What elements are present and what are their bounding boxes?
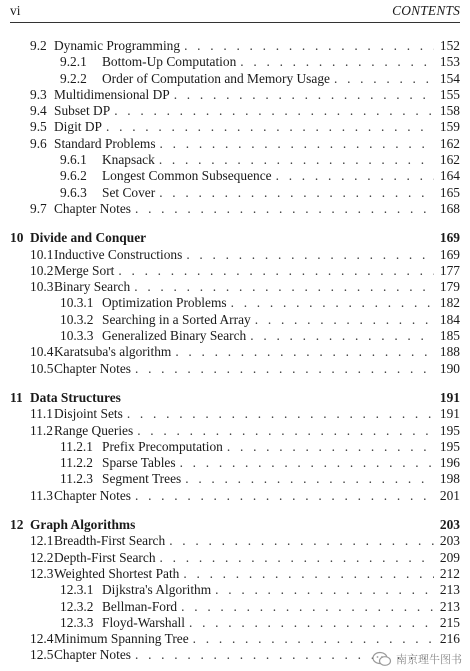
dot-leader <box>255 312 434 328</box>
section-page: 182 <box>439 295 460 311</box>
chapter-title: Graph Algorithms <box>30 517 136 533</box>
section-number: 10.1 <box>30 246 54 262</box>
section-title: Disjoint Sets <box>54 406 123 422</box>
page-header <box>10 3 460 21</box>
toc-section-row[interactable] <box>10 344 460 360</box>
section-number: 11.2.3 <box>60 471 93 487</box>
page-number: vi <box>10 3 21 18</box>
section-title: Chapter Notes <box>54 647 131 663</box>
toc-section-row[interactable] <box>10 263 460 279</box>
section-title: Karatsuba's algorithm <box>54 344 172 360</box>
chapter-title: Divide and Conquer <box>30 230 147 246</box>
section-number: 11.3 <box>30 487 53 503</box>
chapter-number: 11 <box>10 389 23 405</box>
section-number: 12.2 <box>30 549 54 565</box>
section-number: 10.3.1 <box>60 295 94 311</box>
section-page: 165 <box>439 184 460 200</box>
section-number: 9.2 <box>30 38 47 53</box>
section-page: 185 <box>439 328 460 344</box>
chapter-page: 203 <box>439 517 460 533</box>
section-number: 11.1 <box>30 406 53 422</box>
section-page: 159 <box>439 119 460 135</box>
dot-leader <box>160 550 434 566</box>
dot-leader <box>114 103 434 119</box>
section-page: 212 <box>439 565 460 581</box>
section-title: Binary Search <box>54 279 131 295</box>
section-page: 155 <box>439 86 460 102</box>
watermark-text: 南京理牛图书 <box>396 654 462 666</box>
dot-leader <box>135 201 434 217</box>
toc-subsection-row[interactable] <box>10 455 460 471</box>
section-page: 168 <box>439 200 460 216</box>
toc-section-row[interactable] <box>10 87 460 103</box>
section-number: 10.3.3 <box>60 328 94 344</box>
dot-leader <box>160 136 434 152</box>
toc-subsection-row[interactable] <box>10 582 460 598</box>
toc-subsection-row[interactable] <box>10 152 460 168</box>
toc-section-row[interactable] <box>10 361 460 377</box>
chapter-page: 169 <box>439 230 460 246</box>
dot-leader <box>186 247 434 263</box>
section-page: 195 <box>439 422 460 438</box>
section-number: 10.2 <box>30 262 54 278</box>
dot-leader <box>185 471 434 487</box>
section-page: 188 <box>439 344 460 360</box>
section-title: Multidimensional DP <box>54 86 170 102</box>
chapter-title: Data Structures <box>30 389 121 405</box>
dot-leader <box>215 582 434 598</box>
section-page: 177 <box>439 262 460 278</box>
toc-subsection-row[interactable] <box>10 185 460 201</box>
chapter-number: 10 <box>10 230 24 246</box>
section-title: Breadth-First Search <box>54 533 166 549</box>
section-number: 9.3 <box>30 86 47 102</box>
dot-leader <box>174 87 434 103</box>
section-title: Chapter Notes <box>54 487 131 503</box>
section-page: 158 <box>439 103 460 119</box>
dot-leader <box>127 406 434 422</box>
toc-subsection-row[interactable] <box>10 168 460 184</box>
dot-leader <box>227 439 434 455</box>
section-number: 10.3 <box>30 279 54 295</box>
section-title: Chapter Notes <box>54 200 131 216</box>
toc-subsection-row[interactable] <box>10 615 460 631</box>
dot-leader <box>175 344 434 360</box>
section-page: 213 <box>439 598 460 614</box>
dot-leader <box>184 38 434 54</box>
section-title: Merge Sort <box>54 262 115 278</box>
toc-section-row[interactable] <box>10 119 460 135</box>
toc-section-row[interactable] <box>10 103 460 119</box>
dot-leader <box>193 631 434 647</box>
dot-leader <box>231 295 434 311</box>
section-number: 12.3.3 <box>60 614 94 630</box>
section-number: 9.5 <box>30 119 47 135</box>
section-page: 162 <box>439 135 460 151</box>
section-number: 9.6.1 <box>60 152 87 168</box>
section-title: Bottom-Up Computation <box>102 54 237 70</box>
section-title: Subset DP <box>54 103 111 119</box>
section-title: Set Cover <box>102 184 156 200</box>
section-number: 9.6.3 <box>60 184 87 200</box>
toc-section-row[interactable] <box>10 566 460 582</box>
section-page: 184 <box>439 311 460 327</box>
dot-leader <box>181 599 434 615</box>
section-number: 11.2 <box>30 422 53 438</box>
section-title: Longest Common Subsequence <box>102 168 272 184</box>
toc-section-row[interactable] <box>10 38 460 54</box>
toc-section-row[interactable] <box>10 136 460 152</box>
section-page: 169 <box>439 246 460 262</box>
section-title: Segment Trees <box>102 471 182 487</box>
section-title: Order of Computation and Memory Usage <box>102 70 330 86</box>
chapter-page: 191 <box>439 389 460 405</box>
section-page: 179 <box>439 279 460 295</box>
table-of-contents <box>10 38 460 664</box>
section-title: Dijkstra's Algorithm <box>102 582 212 598</box>
section-number: 9.6 <box>30 135 47 151</box>
toc-subsection-row[interactable] <box>10 295 460 311</box>
section-number: 10.4 <box>30 344 54 360</box>
toc-section-row[interactable] <box>10 423 460 439</box>
toc-subsection-row[interactable] <box>10 312 460 328</box>
section-title: Depth-First Search <box>54 549 156 565</box>
section-page: 196 <box>439 455 460 471</box>
dot-leader <box>169 533 434 549</box>
section-number: 9.4 <box>30 103 47 119</box>
dot-leader <box>135 361 434 377</box>
dot-leader <box>137 423 434 439</box>
dot-leader <box>250 328 434 344</box>
section-title: Standard Problems <box>54 135 156 151</box>
section-number: 11.2.1 <box>60 438 93 454</box>
dot-leader <box>240 54 434 70</box>
toc-subsection-row[interactable] <box>10 439 460 455</box>
section-number: 9.6.2 <box>60 168 87 184</box>
section-title: Prefix Precomputation <box>102 438 223 454</box>
section-number: 12.3.2 <box>60 598 94 614</box>
toc-section-row[interactable] <box>10 247 460 263</box>
wechat-icon <box>372 651 392 667</box>
section-page: 203 <box>439 533 460 549</box>
dot-leader <box>276 168 434 184</box>
section-number: 11.2.2 <box>60 455 93 471</box>
section-page: 215 <box>439 614 460 630</box>
section-number: 12.1 <box>30 533 54 549</box>
section-number: 12.5 <box>30 647 54 663</box>
toc-subsection-row[interactable] <box>10 71 460 87</box>
section-page: 191 <box>439 406 460 422</box>
section-number: 12.3 <box>30 565 54 581</box>
section-number: 12.4 <box>30 631 54 647</box>
section-number: 9.2.2 <box>60 70 87 86</box>
watermark <box>372 651 462 667</box>
dot-leader <box>118 263 434 279</box>
toc-chapter-row[interactable] <box>10 517 460 533</box>
section-title: Searching in a Sorted Array <box>102 311 251 327</box>
dot-leader <box>189 615 434 631</box>
section-title: Floyd-Warshall <box>102 614 185 630</box>
section-page: 153 <box>439 54 460 70</box>
dot-leader <box>334 71 434 87</box>
section-number: 9.7 <box>30 200 47 216</box>
section-title: Optimization Problems <box>102 295 227 311</box>
section-title: Range Queries <box>54 422 134 438</box>
section-page: 190 <box>439 360 460 376</box>
toc-section-row[interactable] <box>10 406 460 422</box>
section-number: 9.2.1 <box>60 54 87 70</box>
section-page: 213 <box>439 582 460 598</box>
section-number: 10.3.2 <box>60 311 94 327</box>
toc-section-row[interactable] <box>10 488 460 504</box>
toc-chapter-row[interactable] <box>10 390 460 406</box>
section-title: Bellman-Ford <box>102 598 178 614</box>
dot-leader <box>106 119 434 135</box>
section-title: Knapsack <box>102 152 155 168</box>
section-title: Dynamic Programming <box>54 38 181 53</box>
section-title: Inductive Constructions <box>54 246 183 262</box>
running-title: CONTENTS <box>392 3 460 18</box>
section-title: Chapter Notes <box>54 360 131 376</box>
section-page: 164 <box>439 168 460 184</box>
dot-leader <box>159 185 434 201</box>
section-page: 216 <box>439 631 460 647</box>
dot-leader <box>180 455 434 471</box>
section-number: 10.5 <box>30 360 54 376</box>
section-title: Weighted Shortest Path <box>54 565 180 581</box>
toc-subsection-row[interactable] <box>10 599 460 615</box>
dot-leader <box>134 279 434 295</box>
chapter-number: 12 <box>10 517 24 533</box>
section-title: Generalized Binary Search <box>102 328 247 344</box>
toc-section-row[interactable] <box>10 533 460 549</box>
section-page: 201 <box>439 487 460 503</box>
section-title: Minimum Spanning Tree <box>54 631 189 647</box>
section-title: Digit DP <box>54 119 102 135</box>
toc-section-row[interactable] <box>10 550 460 566</box>
header-rule <box>10 22 460 23</box>
dot-leader <box>159 152 434 168</box>
toc-section-row[interactable] <box>10 279 460 295</box>
dot-leader <box>183 566 434 582</box>
section-title: Sparse Tables <box>102 455 176 471</box>
section-page: 154 <box>439 70 460 86</box>
toc-section-row[interactable] <box>10 631 460 647</box>
section-page: 152 <box>439 38 460 53</box>
dot-leader <box>135 488 434 504</box>
toc-subsection-row[interactable] <box>10 54 460 70</box>
section-page: 198 <box>439 471 460 487</box>
toc-section-row[interactable] <box>10 201 460 217</box>
toc-chapter-row[interactable] <box>10 230 460 246</box>
section-page: 195 <box>439 438 460 454</box>
section-number: 12.3.1 <box>60 582 94 598</box>
section-page: 209 <box>439 549 460 565</box>
toc-subsection-row[interactable] <box>10 328 460 344</box>
section-page: 162 <box>439 152 460 168</box>
toc-subsection-row[interactable] <box>10 471 460 487</box>
